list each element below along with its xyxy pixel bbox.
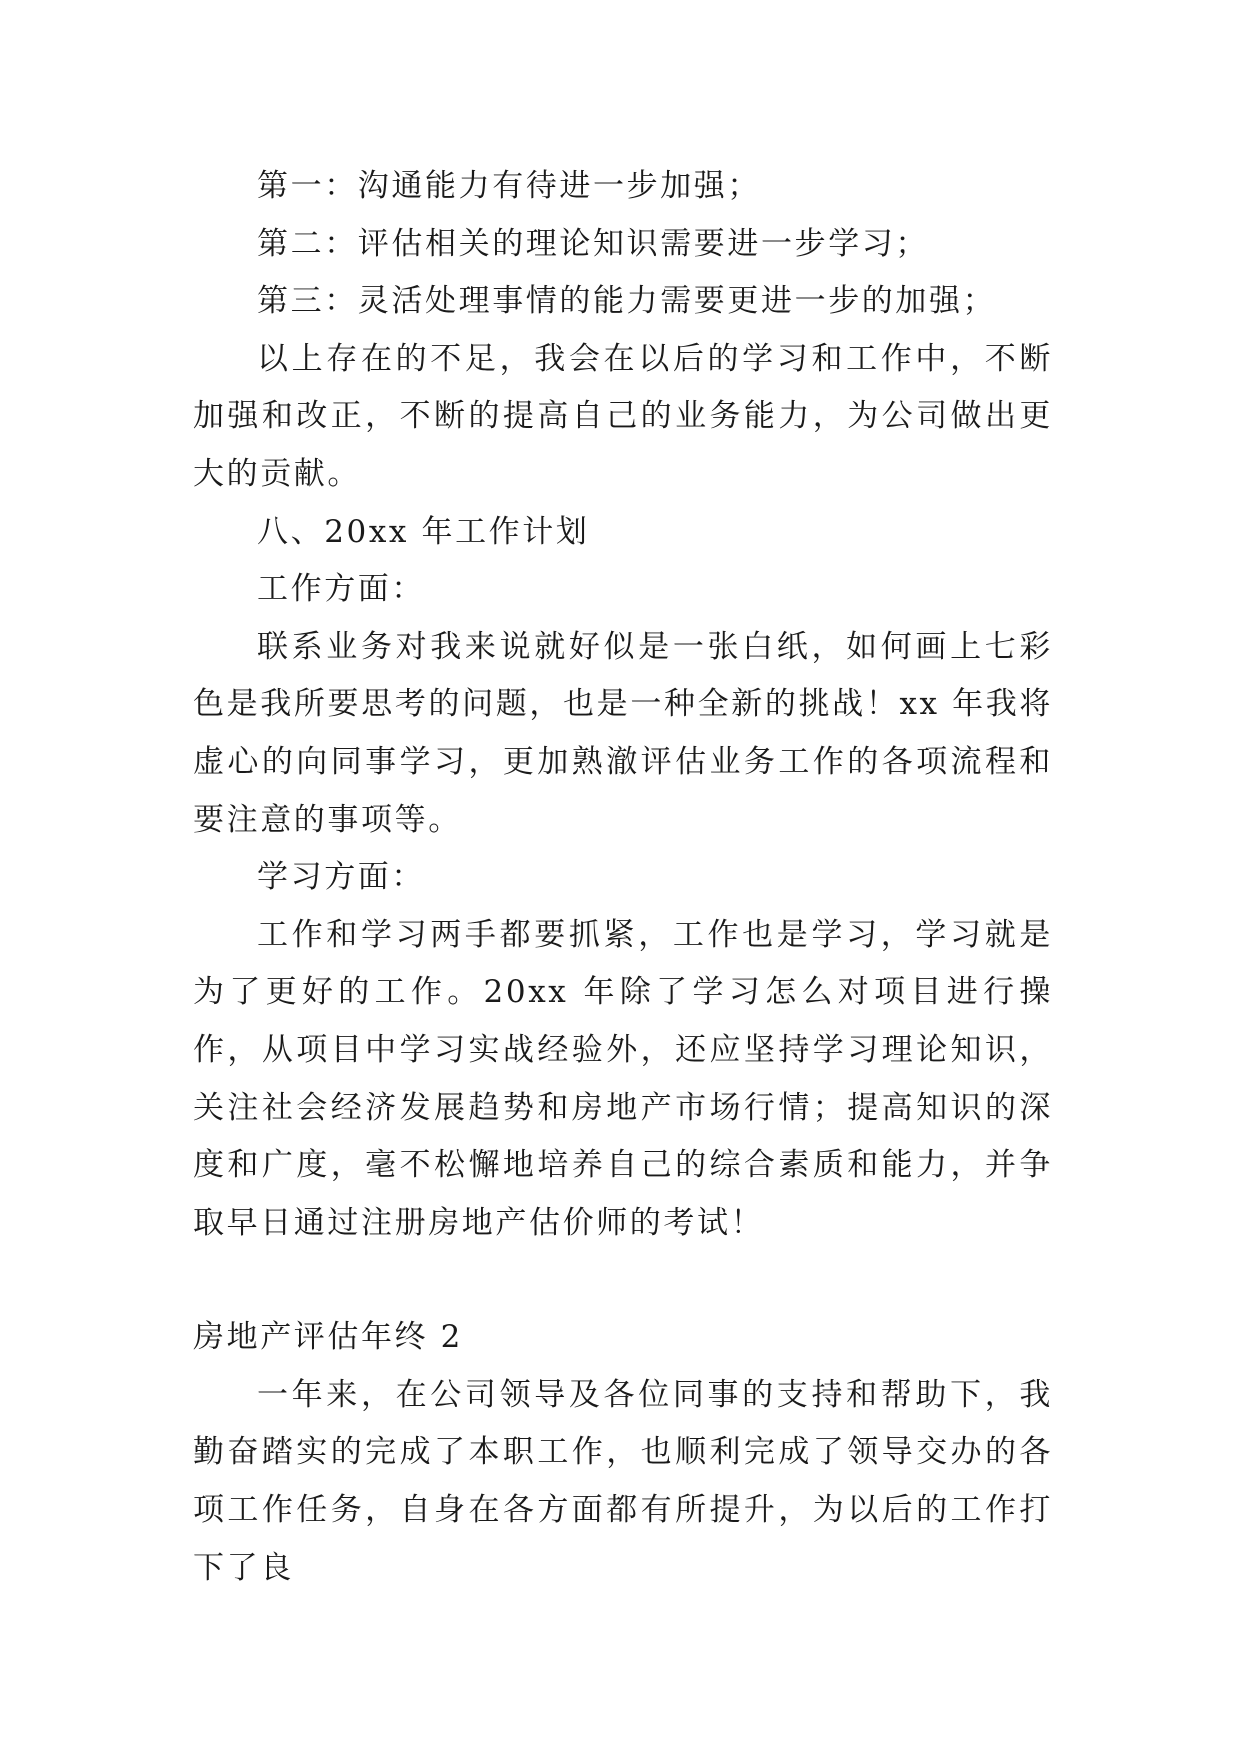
paragraph-improvement: 以上存在的不足，我会在以后的学习和工作中，不断加强和改正，不断的提高自己的业务能力，为公司做出更大的贡献。 [193,340,1053,492]
paragraph-work: 联系业务对我来说就好似是一张白纸，如何画上七彩色是我所要思考的问题，也是一种全新的挑战！xx 年我将虚心的向同事学习，更加熟澈评估业务工作的各项流程和要注意的事项等。 [193,628,1053,838]
subheading-work: 工作方面： [257,571,425,608]
section-heading-work-plan: 八、20xx 年工作计划 [257,513,590,550]
paragraph-weakness-3: 第三：灵活处理事情的能力需要更进一步的加强； [257,283,997,320]
document-page [193,158,1053,1597]
paragraph-year-summary: 一年来，在公司领导及各位同事的支持和帮助下，我勤奋踏实的完成了本职工作，也顺利完成了领导交办的各项工作任务，自身在各方面都有所提升，为以后的工作打下了良 [193,1376,1053,1586]
section-gap [193,1252,1053,1309]
paragraph-weakness-2: 第二：评估相关的理论知识需要进一步学习； [257,225,929,262]
paragraph-study: 工作和学习两手都要抓紧，工作也是学习，学习就是为了更好的工作。20xx 年除了学习怎么对项目进行操作，从项目中学习实战经验外，还应坚持学习理论知识，关注社会经济发展趋势和房地产市场行情；提高知识的深度和广度，毫不松懈地培养自己的综合素质和能力，并争取早日通过注册房地产估价师的考试！ [193,916,1053,1241]
subheading-study: 学习方面： [257,859,425,896]
paragraph-weakness-1: 第一：沟通能力有待进一步加强； [257,168,761,204]
section-title: 房地产评估年终 2 [193,1319,463,1356]
